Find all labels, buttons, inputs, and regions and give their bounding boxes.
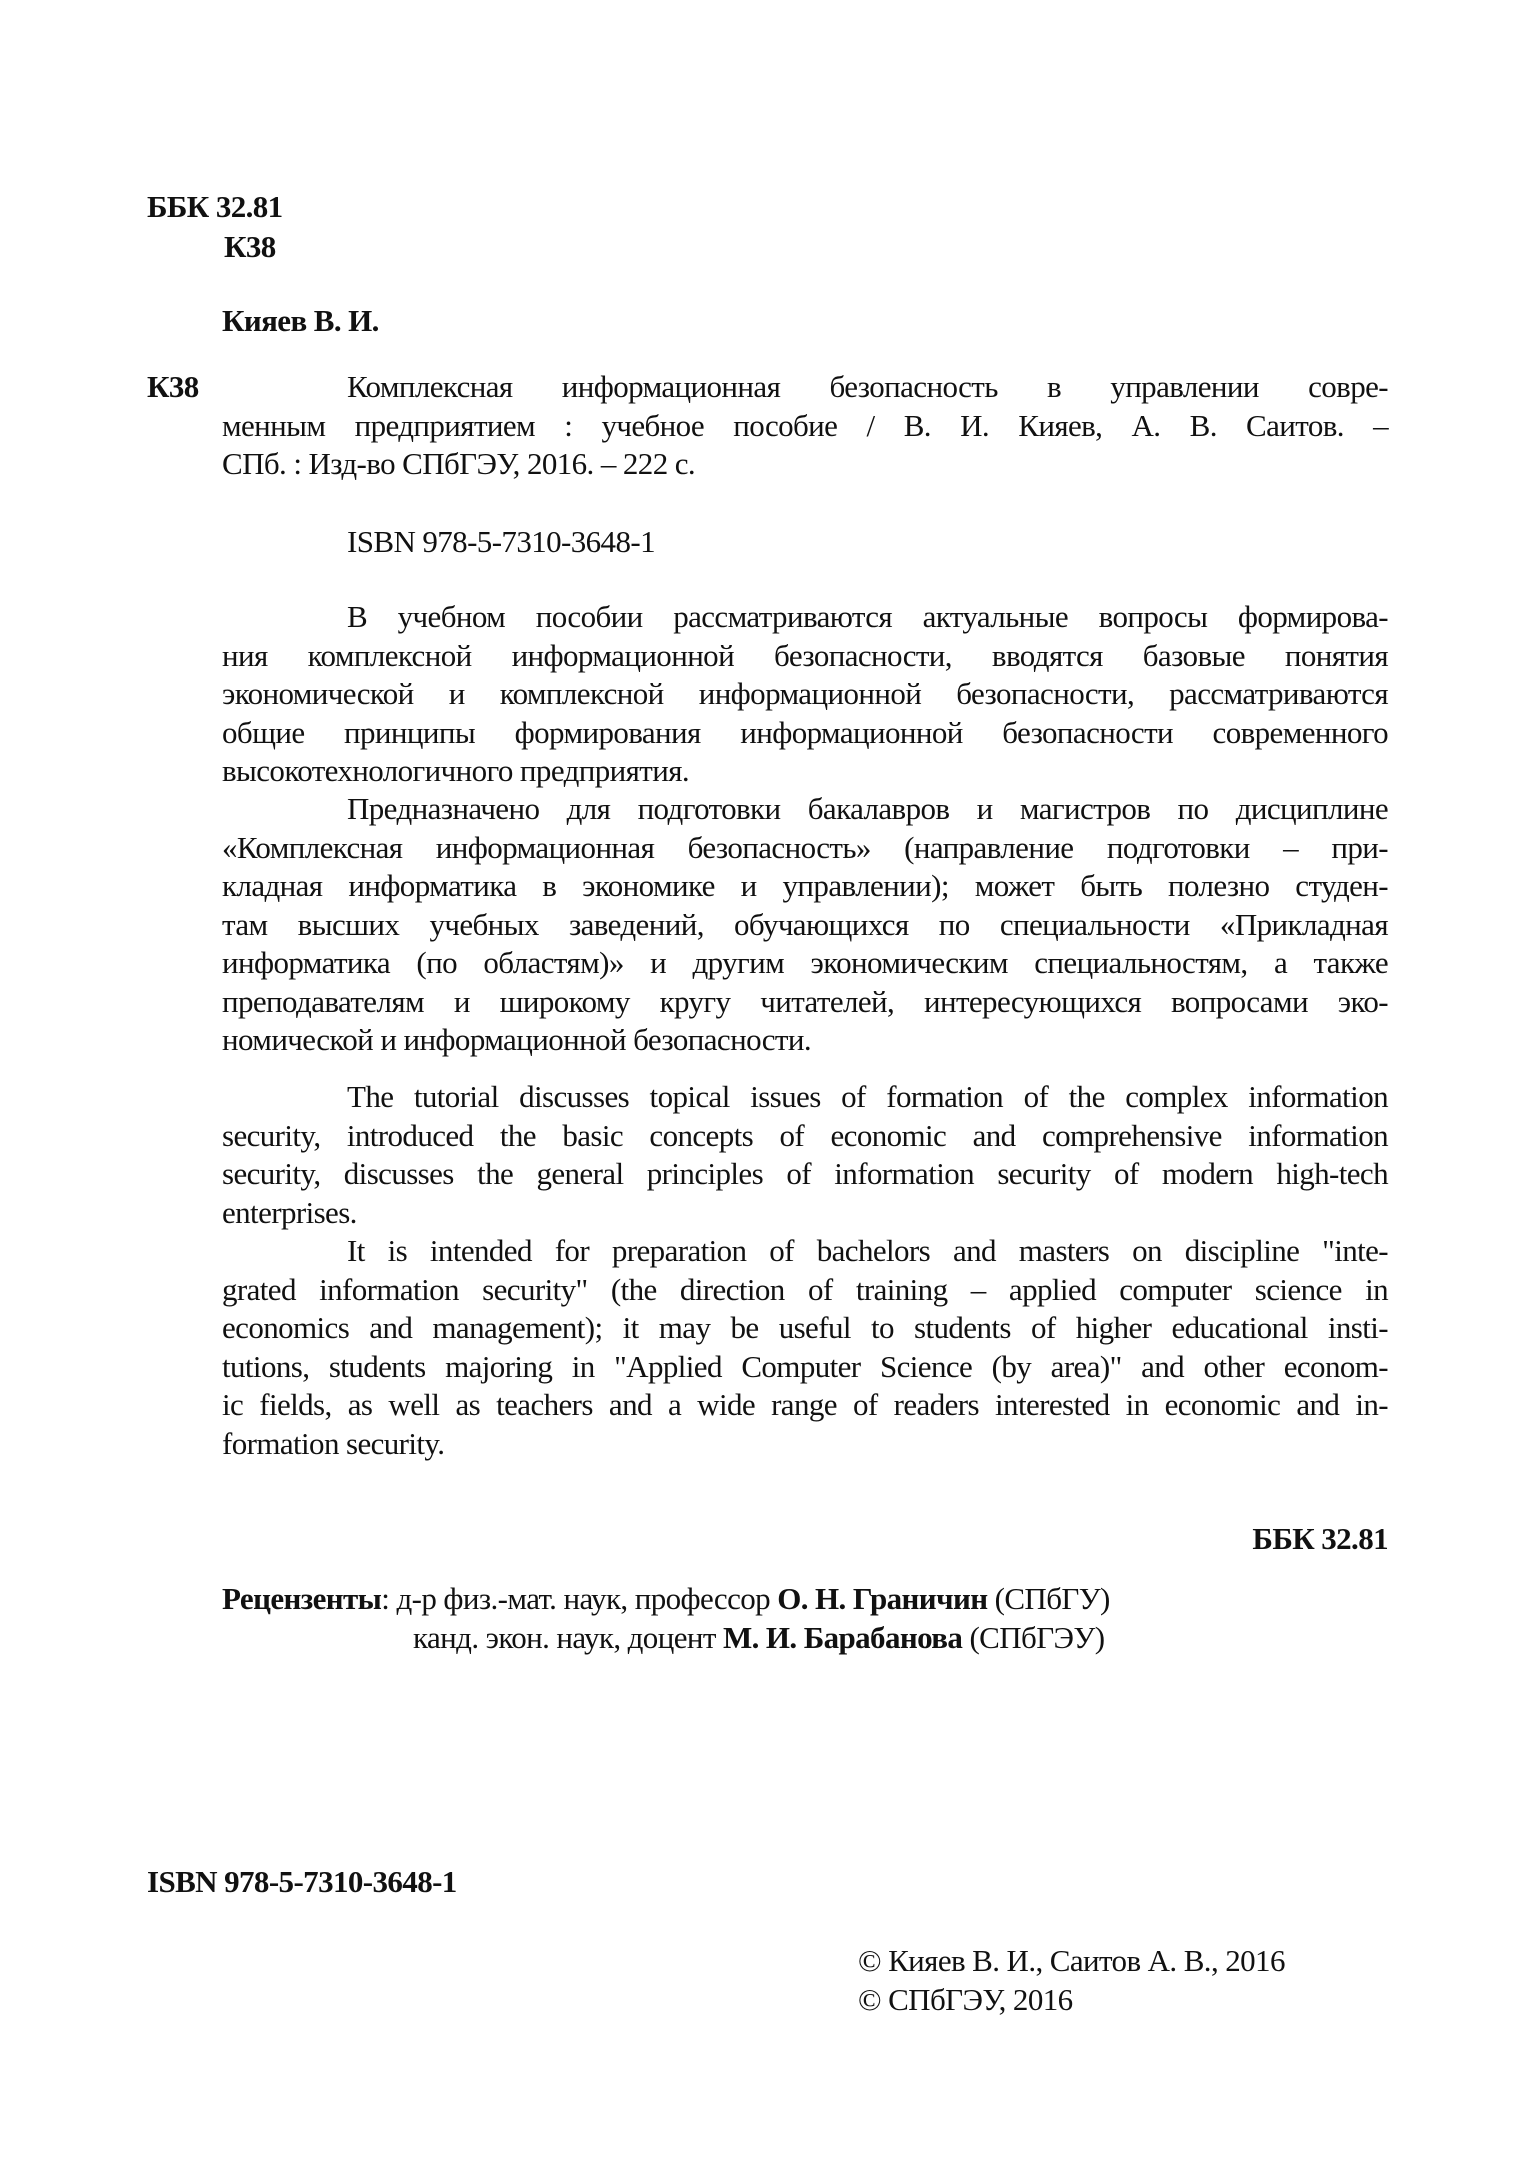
bbk-footer: ББК 32.81: [1252, 1521, 1388, 1556]
text-line: номической и информационной безопасности.: [222, 1022, 811, 1057]
reviewer-title: д-р физ.-мат. наук, профессор: [396, 1581, 771, 1616]
copyright-authors: © Кияев В. И., Саитов А. В., 2016: [858, 1943, 1285, 1978]
text-line: tutions, students majoring in "Applied Computer Science (by area)" and other econom-: [222, 1348, 1388, 1384]
text-line: преподавателям и широкому кругу читателей, интересующихся вопросами эко-: [222, 983, 1388, 1019]
reviewers-line-2: [413, 1619, 1104, 1658]
text-line: высокотехнологичного предприятия.: [222, 753, 690, 788]
reviewers-colon: :: [381, 1581, 390, 1616]
isbn-footer: ISBN 978-5-7310-3648-1: [147, 1864, 457, 1899]
text-line: economics and management); it may be useful to students of higher educational insti-: [222, 1310, 1388, 1345]
annotation-ru-paragraph-1: [222, 598, 1388, 791]
author-name: Кияев В. И.: [222, 303, 379, 338]
text-line: grated information security" (the direction of training – applied computer science in: [222, 1271, 1388, 1307]
reviewer-name: М. И. Барабанова: [722, 1620, 963, 1655]
text-line: enterprises.: [222, 1194, 357, 1230]
catalog-mark: К38: [147, 369, 199, 404]
catalog-line: СПб. : Изд-во СПбГЭУ, 2016. – 222 с.: [222, 446, 696, 481]
text-line: security, introduced the basic concepts of economic and comprehensive information: [222, 1117, 1388, 1153]
text-line: security, discusses the general principles of information security of modern high-tech: [222, 1156, 1388, 1191]
text-line: кладная информатика в экономике и управлении); может быть полезно студен-: [222, 868, 1388, 903]
annotation-en-paragraph-2: [222, 1232, 1388, 1463]
author-mark: К38: [224, 229, 276, 264]
catalog-description: [222, 368, 1388, 484]
annotation-ru-paragraph-2: [222, 790, 1388, 1060]
reviewer-org: (СПбГУ): [994, 1581, 1110, 1616]
text-line: Предназначено для подготовки бакалавров и магистров по дисциплине: [347, 791, 1388, 826]
text-line: информатика (по областям)» и другим экономическим специальностям, а также: [222, 945, 1388, 980]
reviewer-name: О. Н. Граничин: [777, 1581, 988, 1616]
text-line: экономической и комплексной информационной безопасности, рассматриваются: [222, 676, 1388, 711]
catalog-line: менным предприятием : учебное пособие / В. И. Кияев, А. В. Саитов. –: [222, 407, 1388, 443]
text-line: The tutorial discusses topical issues of formation of the complex information: [347, 1079, 1388, 1114]
reviewer-title: канд. экон. наук, доцент: [413, 1620, 716, 1655]
text-line: общие принципы формирования информационной безопасности современного: [222, 714, 1388, 750]
reviewers-line-1: [222, 1580, 1110, 1619]
text-line: formation security.: [222, 1425, 445, 1461]
reviewer-org: (СПбГЭУ): [969, 1620, 1105, 1655]
text-line: It is intended for preparation of bachelors and masters on discipline "inte-: [347, 1233, 1388, 1268]
text-line: ic fields, as well as teachers and a wide range of readers interested in economic and in-: [222, 1387, 1388, 1422]
copyright-publisher: © СПбГЭУ, 2016: [858, 1982, 1073, 2017]
text-line: ния комплексной информационной безопасности, вводятся базовые понятия: [222, 637, 1388, 673]
annotation-en-paragraph-1: [222, 1078, 1388, 1232]
reviewers-label: Рецензенты: [222, 1581, 382, 1616]
catalog-line: Комплексная информационная безопасность в управлении совре-: [347, 369, 1388, 404]
text-line: там высших учебных заведений, обучающихся по специальности «Прикладная: [222, 906, 1388, 942]
text-line: «Комплексная информационная безопасность» (направление подготовки – при-: [222, 829, 1388, 865]
catalog-isbn: ISBN 978-5-7310-3648-1: [347, 524, 655, 559]
text-line: В учебном пособии рассматриваются актуальные вопросы формирова-: [347, 599, 1388, 634]
bbk-code: ББК 32.81: [147, 189, 283, 224]
